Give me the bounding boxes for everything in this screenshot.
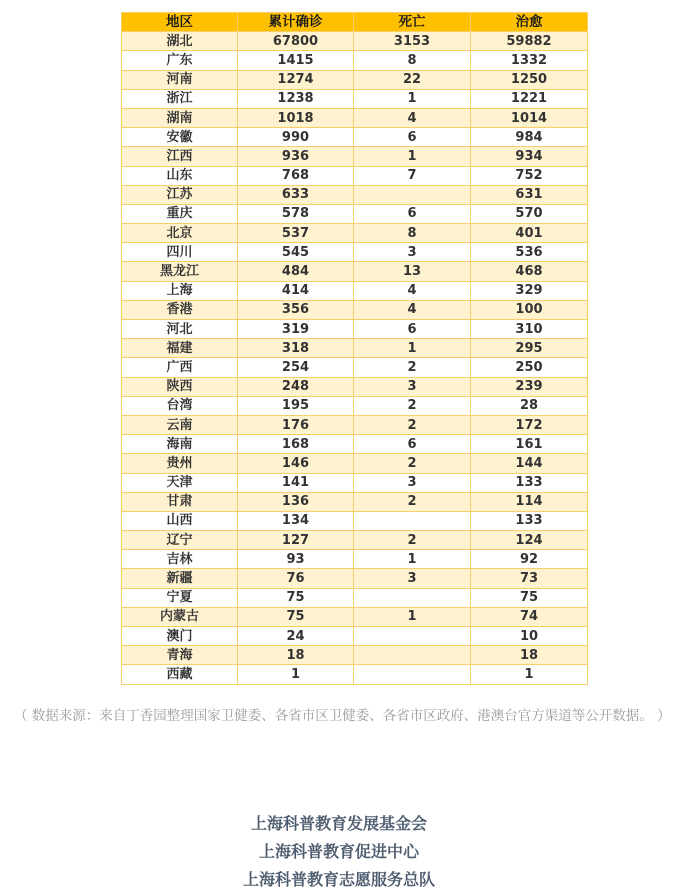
cell-recovered: 295 [471, 339, 588, 358]
table-row [122, 454, 588, 473]
cell-region: 江苏 [122, 185, 238, 204]
cell-confirmed: 1018 [238, 108, 354, 127]
table-row [122, 665, 588, 684]
table-row [122, 89, 588, 108]
cell-recovered: 250 [471, 358, 588, 377]
cell-confirmed: 1274 [238, 70, 354, 89]
cell-deaths: 2 [354, 454, 471, 473]
cell-recovered: 133 [471, 511, 588, 530]
cell-confirmed: 195 [238, 396, 354, 415]
cell-deaths: 3 [354, 473, 471, 492]
table-row [122, 396, 588, 415]
table-row [122, 339, 588, 358]
cell-region: 山东 [122, 166, 238, 185]
cell-recovered: 1 [471, 665, 588, 684]
table-row [122, 224, 588, 243]
table-row [122, 166, 588, 185]
cell-region: 江西 [122, 147, 238, 166]
cell-confirmed: 248 [238, 377, 354, 396]
table-row [122, 70, 588, 89]
table-row [122, 550, 588, 569]
cell-recovered: 1014 [471, 108, 588, 127]
cell-region: 宁夏 [122, 588, 238, 607]
cell-confirmed: 141 [238, 473, 354, 492]
cell-recovered: 10 [471, 627, 588, 646]
cell-recovered: 74 [471, 607, 588, 626]
cell-region: 云南 [122, 415, 238, 434]
cell-deaths [354, 588, 471, 607]
cell-recovered: 468 [471, 262, 588, 281]
cell-region: 上海 [122, 281, 238, 300]
cell-deaths [354, 627, 471, 646]
cell-deaths [354, 511, 471, 530]
cell-region: 广西 [122, 358, 238, 377]
cell-deaths: 8 [354, 51, 471, 70]
cell-recovered: 144 [471, 454, 588, 473]
cell-deaths: 1 [354, 339, 471, 358]
cell-confirmed: 254 [238, 358, 354, 377]
footer-line-foundation: 上海科普教育发展基金会 [250, 814, 427, 833]
cell-deaths: 4 [354, 281, 471, 300]
cell-deaths: 2 [354, 358, 471, 377]
cell-recovered: 28 [471, 396, 588, 415]
table-row [122, 128, 588, 147]
cell-deaths: 22 [354, 70, 471, 89]
cell-confirmed: 414 [238, 281, 354, 300]
cell-confirmed: 75 [238, 588, 354, 607]
data-table-container [121, 12, 587, 685]
cell-deaths: 13 [354, 262, 471, 281]
table-row [122, 358, 588, 377]
cell-region: 北京 [122, 224, 238, 243]
cell-confirmed: 356 [238, 300, 354, 319]
cell-confirmed: 127 [238, 531, 354, 550]
cell-recovered: 239 [471, 377, 588, 396]
cell-confirmed: 134 [238, 511, 354, 530]
cell-region: 湖北 [122, 32, 238, 51]
cell-region: 广东 [122, 51, 238, 70]
cell-confirmed: 537 [238, 224, 354, 243]
cell-region: 青海 [122, 646, 238, 665]
table-row [122, 262, 588, 281]
cell-confirmed: 1 [238, 665, 354, 684]
footer-line-center: 上海科普教育促进中心 [258, 842, 419, 861]
cell-region: 四川 [122, 243, 238, 262]
cell-deaths: 2 [354, 396, 471, 415]
cell-region: 重庆 [122, 204, 238, 223]
cell-deaths: 3 [354, 243, 471, 262]
cell-recovered: 124 [471, 531, 588, 550]
table-row [122, 51, 588, 70]
cell-deaths: 3 [354, 569, 471, 588]
cell-recovered: 934 [471, 147, 588, 166]
cell-recovered: 1221 [471, 89, 588, 108]
cell-recovered: 984 [471, 128, 588, 147]
cell-recovered: 310 [471, 320, 588, 339]
cell-region: 澳门 [122, 627, 238, 646]
cell-deaths: 3 [354, 377, 471, 396]
cell-recovered: 18 [471, 646, 588, 665]
header-confirmed: 累计确诊 [238, 13, 354, 32]
cell-confirmed: 24 [238, 627, 354, 646]
cell-recovered: 172 [471, 415, 588, 434]
table-row [122, 377, 588, 396]
cell-deaths: 4 [354, 108, 471, 127]
cell-recovered: 536 [471, 243, 588, 262]
table-body [122, 32, 588, 684]
header-deaths: 死亡 [354, 13, 471, 32]
cell-region: 河南 [122, 70, 238, 89]
cell-region: 贵州 [122, 454, 238, 473]
cell-region: 甘肃 [122, 492, 238, 511]
cell-region: 西藏 [122, 665, 238, 684]
cell-deaths: 4 [354, 300, 471, 319]
table-row [122, 473, 588, 492]
cell-recovered: 114 [471, 492, 588, 511]
cell-confirmed: 146 [238, 454, 354, 473]
cell-deaths: 1 [354, 147, 471, 166]
cell-region: 河北 [122, 320, 238, 339]
table-row [122, 108, 588, 127]
cell-deaths: 6 [354, 204, 471, 223]
cell-deaths: 2 [354, 531, 471, 550]
cell-confirmed: 1415 [238, 51, 354, 70]
cell-recovered: 75 [471, 588, 588, 607]
cell-confirmed: 545 [238, 243, 354, 262]
table-row [122, 204, 588, 223]
table-row [122, 588, 588, 607]
table-row [122, 492, 588, 511]
cell-deaths [354, 665, 471, 684]
cell-region: 山西 [122, 511, 238, 530]
cell-deaths: 8 [354, 224, 471, 243]
cell-confirmed: 75 [238, 607, 354, 626]
cell-confirmed: 936 [238, 147, 354, 166]
cell-region: 海南 [122, 435, 238, 454]
table-row [122, 646, 588, 665]
cell-confirmed: 76 [238, 569, 354, 588]
cell-region: 香港 [122, 300, 238, 319]
cell-region: 内蒙古 [122, 607, 238, 626]
cell-confirmed: 484 [238, 262, 354, 281]
footer-line-volunteers: 上海科普教育志愿服务总队 [242, 870, 435, 889]
cell-confirmed: 768 [238, 166, 354, 185]
cell-confirmed: 176 [238, 415, 354, 434]
cell-deaths: 1 [354, 607, 471, 626]
cell-recovered: 161 [471, 435, 588, 454]
cell-deaths: 7 [354, 166, 471, 185]
cell-recovered: 59882 [471, 32, 588, 51]
cell-region: 福建 [122, 339, 238, 358]
table-row [122, 185, 588, 204]
cell-recovered: 570 [471, 204, 588, 223]
table-row [122, 531, 588, 550]
table-header-row [122, 13, 588, 32]
cell-confirmed: 990 [238, 128, 354, 147]
cell-deaths: 2 [354, 415, 471, 434]
table-row [122, 243, 588, 262]
cell-region: 黑龙江 [122, 262, 238, 281]
cell-confirmed: 1238 [238, 89, 354, 108]
cell-confirmed: 93 [238, 550, 354, 569]
cell-recovered: 92 [471, 550, 588, 569]
table-row [122, 300, 588, 319]
table-row [122, 415, 588, 434]
table-row [122, 281, 588, 300]
cell-deaths: 6 [354, 435, 471, 454]
cell-recovered: 73 [471, 569, 588, 588]
cell-recovered: 1250 [471, 70, 588, 89]
cell-deaths: 1 [354, 89, 471, 108]
cell-confirmed: 67800 [238, 32, 354, 51]
cell-confirmed: 578 [238, 204, 354, 223]
table-row [122, 32, 588, 51]
table-row [122, 627, 588, 646]
cell-deaths: 1 [354, 550, 471, 569]
cell-region: 新疆 [122, 569, 238, 588]
cell-confirmed: 136 [238, 492, 354, 511]
cell-region: 浙江 [122, 89, 238, 108]
cell-confirmed: 18 [238, 646, 354, 665]
table-row [122, 569, 588, 588]
cell-deaths: 6 [354, 320, 471, 339]
cell-deaths [354, 185, 471, 204]
table-row [122, 320, 588, 339]
cell-region: 吉林 [122, 550, 238, 569]
cell-recovered: 133 [471, 473, 588, 492]
cell-deaths: 3153 [354, 32, 471, 51]
cell-recovered: 631 [471, 185, 588, 204]
cell-region: 湖南 [122, 108, 238, 127]
cell-deaths: 2 [354, 492, 471, 511]
cell-confirmed: 319 [238, 320, 354, 339]
cell-confirmed: 633 [238, 185, 354, 204]
cell-region: 陕西 [122, 377, 238, 396]
cell-recovered: 1332 [471, 51, 588, 70]
cell-recovered: 329 [471, 281, 588, 300]
table-row [122, 147, 588, 166]
header-recovered: 治愈 [471, 13, 588, 32]
data-source-note: （ 数据来源：来自丁香园整理国家卫健委、各省市区卫健委、各省市区政府、港澳台官方渠道等公开数据。 ） [14, 708, 671, 724]
cell-deaths: 6 [354, 128, 471, 147]
epidemic-data-table [121, 12, 588, 685]
cell-confirmed: 168 [238, 435, 354, 454]
cell-deaths [354, 646, 471, 665]
cell-region: 安徽 [122, 128, 238, 147]
cell-confirmed: 318 [238, 339, 354, 358]
organization-footer [0, 810, 678, 894]
table-row [122, 511, 588, 530]
cell-recovered: 401 [471, 224, 588, 243]
table-row [122, 435, 588, 454]
cell-region: 辽宁 [122, 531, 238, 550]
cell-region: 台湾 [122, 396, 238, 415]
cell-recovered: 100 [471, 300, 588, 319]
cell-region: 天津 [122, 473, 238, 492]
cell-recovered: 752 [471, 166, 588, 185]
header-region: 地区 [122, 13, 238, 32]
table-row [122, 607, 588, 626]
